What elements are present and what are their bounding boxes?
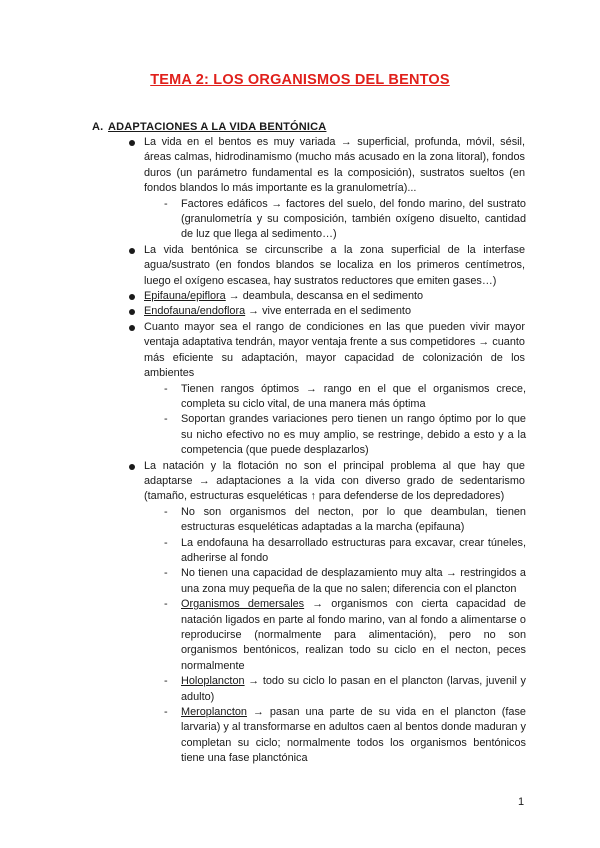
dash-icon: - [164,413,168,426]
item-term: Meroplancton [181,706,247,719]
dash-icon: - [164,536,168,549]
bullet-item [144,243,525,289]
dash-icon: - [164,382,168,395]
section-title: ADAPTACIONES A LA VIDA BENTÓNICA [108,121,327,133]
sub-item [164,566,526,597]
dash-icon: - [164,598,168,611]
dash-icon: - [164,706,168,719]
bullet-icon [129,325,135,331]
bullet-icon [129,464,135,470]
bullet-item [144,304,525,319]
item-text: → todo su ciclo lo pasan en el plancton (larvas, juvenil y adulto) [181,675,526,703]
item-term: Organismos demersales [181,598,305,611]
bullet-item [144,135,525,197]
item-text: → pasan una parte de su vida en el plancton (fase larvaria) y al transformarse en adultos caen al bentos donde maduran y completan su ciclo; normalmente todos los organismos bentónicos tiene una fase planctónica [181,706,526,765]
item-text: La vida en el bentos es muy variada → superficial, profunda, móvil, sésil, áreas calmas, hidrodinamismo (mucho más acusado en la zona litoral), fondos duros (un parámetro fundamental es la composición), sustratos sueltos (en fondos blandos lo más importante es la granulometría)... [144,136,525,195]
sub-item [164,412,526,458]
item-text: Soportan grandes variaciones pero tienen un rango óptimo por lo que su nicho efectivo no es muy amplio, se restringe, debido a esto y a la competencia (que puede desplazarlos) [181,413,526,457]
item-text: → vive enterrada en el sedimento [245,305,412,318]
item-text: La natación y la flotación no son el principal problema al que hay que adaptarse → adaptaciones a la vida con diverso grado de sedentarismo (tamaño, estructuras esqueléticas ↑ para defenderse de los depredadores) [144,459,525,503]
sub-item [164,197,526,243]
sub-item [164,674,526,705]
bullet-icon [129,309,135,315]
page-title: TEMA 2: LOS ORGANISMOS DEL BENTOS [150,72,450,88]
sub-item [164,505,526,536]
bullet-icon [129,294,135,300]
item-term: Epifauna/epiflora [144,290,226,303]
item-text: No tienen una capacidad de desplazamiento muy alta → restringidos a una zona muy pequeña de la que no salen; diferencia con el plancton [181,567,526,595]
dash-icon: - [164,567,168,580]
dash-icon: - [164,675,168,688]
item-text: → organismos con cierta capacidad de natación ligados en parte al fondo marino, van al fondo a alimentarse o reproducirse (normalmente para alimentación), pero no son organismos bentónicos, realizan todo su ciclo en el necton, peces normalmente [181,598,526,672]
page-number: 1 [518,796,525,808]
item-term: Endofauna/endoflora [144,305,246,318]
item-text: Tienen rangos óptimos → rango en el que el organismos crece, completa su ciclo vital, de una manera más óptima [181,382,526,410]
bullet-icon [129,248,135,254]
sub-item [164,705,526,767]
dash-icon: - [164,505,168,518]
bullet-icon [129,140,135,146]
item-term: Holoplancton [181,675,245,688]
item-text: No son organismos del necton, por lo que deambulan, tienen estructuras esqueléticas adaptadas a la marcha (epifauna) [181,505,526,534]
dash-icon: - [164,197,168,210]
content-list [0,135,600,767]
bullet-item [144,320,525,382]
item-text: La endofauna ha desarrollado estructuras para excavar, crear túneles, adherirse al fondo [181,536,526,564]
bullet-item [144,459,525,505]
item-text: → deambula, descansa en el sedimento [225,290,424,303]
sub-item [164,536,526,567]
section-letter: A. [92,121,104,133]
section-heading [92,121,326,133]
item-text: La vida bentónica se circunscribe a la zona superficial de la interfase agua/sustrato (en fondos blandos se localiza en los primeros centímetros, luego el oxígeno escasea, hay sustratos reductores que emiten gases…) [144,243,525,287]
item-text: Factores edáficos → factores del suelo, del fondo marino, del sustrato (granulometría y su composición, también oxígeno disuelto, cantidad de luz que llega al sedimento…) [181,197,526,241]
sub-item [164,597,526,674]
bullet-item [144,289,525,304]
item-text: Cuanto mayor sea el rango de condiciones en las que pueden vivir mayor ventaja adaptativa tendrán, mayor ventaja frente a sus competidores → cuanto más eficiente su adaptación, mayor capacidad de colonización de los ambientes [144,320,525,380]
sub-item [164,382,526,413]
